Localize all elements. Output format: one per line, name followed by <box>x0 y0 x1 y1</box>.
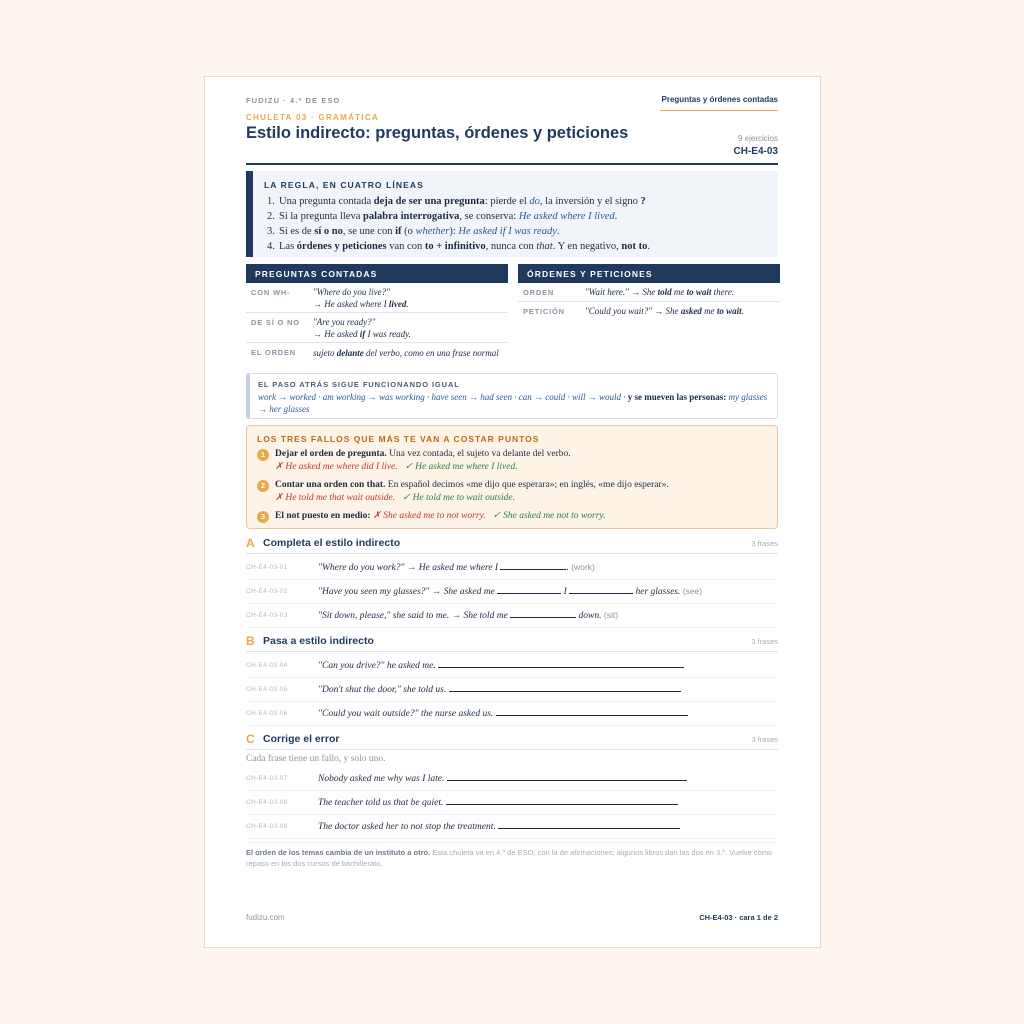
answer-blank[interactable] <box>510 609 576 618</box>
sheet-kicker: CHULETA 03 · GRAMÁTICA <box>246 113 380 122</box>
row-key: ORDEN <box>523 288 555 297</box>
note-divider <box>246 842 778 843</box>
exercise-id: CH-E4-03-08 <box>246 799 288 806</box>
row-value: "Wait here." → She told me to wait there. <box>585 287 735 297</box>
rule-heading: LA REGLA, EN CUATRO LÍNEAS <box>264 180 424 190</box>
wrong-example: ✗ He told me that wait outside. <box>275 493 396 503</box>
brand-label: FUDIZU · 4.º DE ESO <box>246 96 341 105</box>
table-row <box>246 283 508 313</box>
right-example: ✓ He told me to wait outside. <box>402 493 515 503</box>
backshift-note <box>246 373 778 419</box>
table-row <box>246 343 508 363</box>
row-value: "Where do you live?" → He asked where I lived. <box>313 287 409 309</box>
answer-blank[interactable] <box>497 585 561 594</box>
exercise-id: CH-E4-03-07 <box>246 775 288 782</box>
exercise-text: The teacher told us that be quiet. <box>318 796 678 808</box>
rule-box <box>246 171 778 257</box>
rule-item: 1. Una pregunta contada deja de ser una pregunta: pierde el do, la inversión y el signo ? <box>267 196 646 207</box>
ordenes-table <box>518 264 780 321</box>
exercise-row <box>246 678 778 702</box>
exercise-text: "Don't shut the door," she told us. <box>318 683 681 695</box>
exercise-text: "Have you seen my glasses?" → She asked me I her glasses. (see) <box>318 586 703 597</box>
section-a-header <box>246 536 778 554</box>
exercise-id: CH-E4-03-02 <box>246 588 288 595</box>
row-key: DE SÍ O NO <box>251 318 300 327</box>
backshift-text: work → worked · am working → was working · have seen → had seen · can → could · will → would · y se mueven las personas: my glasses → her glasses <box>258 392 768 414</box>
preguntas-heading: PREGUNTAS CONTADAS <box>246 264 508 283</box>
row-key: EL ORDEN <box>251 348 297 357</box>
wrong-example: ✗ She asked me to not worry. <box>370 511 486 521</box>
footer-site: fudizu.com <box>246 913 285 922</box>
preguntas-table <box>246 264 508 363</box>
title-divider <box>246 163 778 165</box>
section-title: Completa el estilo indirecto <box>263 537 401 549</box>
table-row <box>246 313 508 343</box>
exercise-id: CH-E4-03-09 <box>246 823 288 830</box>
exercise-id: CH-E4-03-04 <box>246 662 288 669</box>
section-count: 3 frases <box>751 637 778 646</box>
row-value: sujeto delante del verbo, como en una frase normal <box>313 348 499 358</box>
section-title: Pasa a estilo indirecto <box>263 635 374 647</box>
rule-item: 3. Si es de sí o no, se une con if (o whether): He asked if I was ready. <box>267 226 560 237</box>
exercise-text: "Could you wait outside?" the nurse asked us. <box>318 707 688 719</box>
rule-item: 2. Si la pregunta lleva palabra interrogativa, se conserva: He asked where I lived. <box>267 211 618 222</box>
exercise-row <box>246 791 778 815</box>
wrong-example: ✗ He asked me where did I live. <box>275 462 398 472</box>
exercise-count: 9 ejercicios <box>737 134 778 143</box>
common-mistakes-box <box>246 425 778 529</box>
exercise-id: CH-E4-03-05 <box>246 686 288 693</box>
mistake-item: 1 Dejar el orden de pregunta. Una vez contada, el sujeto va delante del verbo. ✗ He asked me where did I live. ✓ He asked me where I lived. <box>257 448 771 474</box>
section-count: 3 frases <box>751 735 778 744</box>
worksheet-page <box>204 76 821 948</box>
rule-list <box>267 194 770 254</box>
exercise-text: "Sit down, please," she said to me. → She told me down. (sit) <box>318 610 619 621</box>
exercise-row <box>246 556 778 580</box>
answer-line[interactable] <box>449 683 681 692</box>
section-c-header <box>246 732 778 750</box>
exercise-id: CH-E4-03-06 <box>246 710 288 717</box>
curriculum-note: El orden de los temas cambia de un instituto a otro. Esta chuleta va en 4.º de ESO, con la de afirmaciones; algunos libros dan las dos en 3.º. Vuelve como repaso en los dos cursos de bachillerato. <box>246 848 773 868</box>
exercise-id: CH-E4-03-01 <box>246 564 288 571</box>
answer-blank[interactable] <box>569 585 633 594</box>
page-title: Estilo indirecto: preguntas, órdenes y peticiones <box>246 124 629 142</box>
section-letter: B <box>246 634 255 648</box>
section-b-header <box>246 634 778 652</box>
topic-label: Preguntas y órdenes contadas <box>661 95 778 104</box>
number-badge: 1 <box>257 449 269 461</box>
sheet-code: CH-E4-03 <box>733 146 778 157</box>
rule-item: 4. Las órdenes y peticiones van con to + infinitivo, nunca con that. Y en negativo, not to. <box>267 241 650 252</box>
section-count: 3 frases <box>751 539 778 548</box>
section-title: Corrige el error <box>263 733 340 745</box>
topic-underline <box>660 110 778 111</box>
section-c-instructions: Cada frase tiene un fallo, y solo uno. <box>246 754 386 764</box>
exercise-row <box>246 815 778 839</box>
right-example: ✓ She asked me not to worry. <box>492 511 606 521</box>
answer-line[interactable] <box>496 707 688 716</box>
number-badge: 2 <box>257 480 269 492</box>
exercise-row <box>246 767 778 791</box>
table-row <box>518 302 780 321</box>
footer-page: CH-E4-03 · cara 1 de 2 <box>699 913 778 922</box>
backshift-heading: EL PASO ATRÁS SIGUE FUNCIONANDO IGUAL <box>258 380 460 389</box>
row-value: "Are you ready?" → He asked if I was ready. <box>313 317 411 339</box>
row-value: "Could you wait?" → She asked me to wait. <box>585 306 744 316</box>
table-row <box>518 283 780 302</box>
exercise-text: Nobody asked me why was I late. <box>318 772 687 784</box>
answer-blank[interactable] <box>500 561 566 570</box>
number-badge: 3 <box>257 511 269 523</box>
exercise-text: "Where do you work?" → He asked me where I . (work) <box>318 562 595 573</box>
row-key: CON WH- <box>251 288 291 297</box>
right-example: ✓ He asked me where I lived. <box>404 462 518 472</box>
exercise-id: CH-E4-03-03 <box>246 612 288 619</box>
mistake-item: 3 El not puesto en medio: ✗ She asked me to not worry. ✓ She asked me not to worry. <box>257 510 771 523</box>
row-key: PETICIÓN <box>523 307 565 316</box>
answer-line[interactable] <box>498 820 680 829</box>
exercise-row <box>246 604 778 628</box>
mistake-item: 2 Contar una orden con that. En español decimos «me dijo que esperara»; en inglés, «me dijo esperar». ✗ He told me that wait outside. ✓ He told me to wait outside. <box>257 479 771 505</box>
section-letter: A <box>246 536 255 550</box>
answer-line[interactable] <box>446 796 678 805</box>
answer-line[interactable] <box>447 772 687 781</box>
exercise-row <box>246 702 778 726</box>
section-letter: C <box>246 732 255 746</box>
answer-line[interactable] <box>438 659 684 668</box>
exercise-text: The doctor asked her to not stop the treatment. <box>318 820 680 832</box>
exercise-row <box>246 654 778 678</box>
mistakes-heading: LOS TRES FALLOS QUE MÁS TE VAN A COSTAR PUNTOS <box>257 434 540 444</box>
ordenes-heading: ÓRDENES Y PETICIONES <box>518 264 780 283</box>
exercise-row <box>246 580 778 604</box>
exercise-text: "Can you drive?" he asked me. <box>318 659 684 671</box>
